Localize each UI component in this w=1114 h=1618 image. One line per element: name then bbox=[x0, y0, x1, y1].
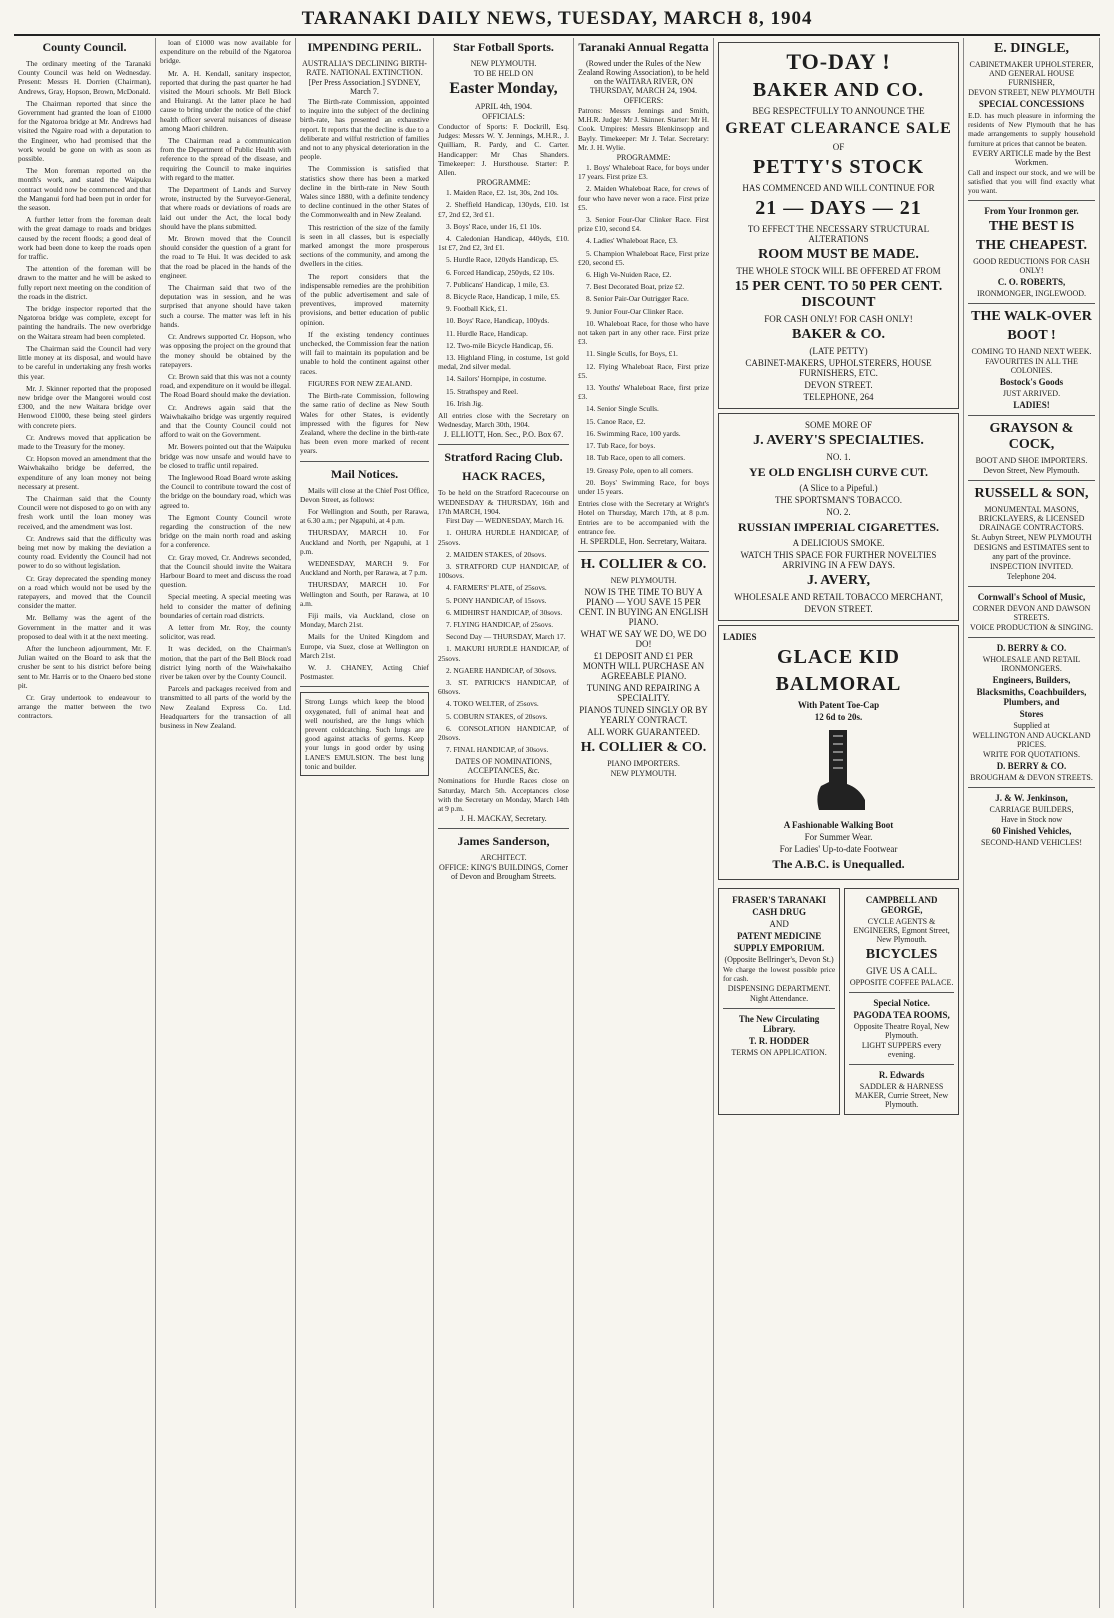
programme-item: 1. Boys' Whaleboat Race, for boys under 17 years. First prize £3. bbox=[578, 163, 709, 182]
divider bbox=[968, 637, 1095, 638]
collier-subtitle: PIANO IMPORTERS. bbox=[607, 758, 680, 768]
ironmonger-line: GOOD REDUCTIONS FOR CASH ONLY! bbox=[973, 257, 1090, 276]
paragraph: Cr. Gray moved, Cr. Andrews seconded, that the Council should invite the Waitara Harbour Board to meet and discuss the road question. bbox=[160, 552, 291, 590]
ad-line: PAGODA TEA ROOMS, bbox=[853, 1010, 950, 1020]
ad-line: PATENT MEDICINE bbox=[736, 931, 822, 941]
paragraph: Special meeting. A special meeting was held to consider the matter of defining boundaries of certain road districts. bbox=[160, 592, 291, 620]
regatta-title: Taranaki Annual Regatta bbox=[578, 40, 709, 54]
ad-heading: J. AVERY'S SPECIALTIES. bbox=[753, 433, 924, 448]
article-subtitle: AUSTRALIA'S DECLINING BIRTH-RATE. NATIONAL EXTINCTION. bbox=[302, 59, 427, 77]
paragraph: The Chairman reported that since the Government had granted the loan of £1000 for the Ngatoroa bridge at Mr. Andrews had visited the Ngaire road with a deputation to the Engineer, who had promised that the work would be gone on with as soon as possible. bbox=[18, 98, 151, 164]
programme-item: 5. Hurdle Race, 120yds Handicap, £5. bbox=[446, 255, 559, 265]
ad-line: LIGHT SUPPERS every evening. bbox=[861, 1041, 942, 1059]
paragraph: Cr. Andrews supported Cr. Hopson, who was opposing the project on the ground that the money should be obtained by the ratepayers. bbox=[160, 332, 291, 369]
ad-line: CYCLE AGENTS & ENGINEERS, Egmont Street, New Plymouth. bbox=[853, 917, 950, 944]
paragraph: Mr. J. Skinner reported that the proposed new bridge over the Mangorei would cost £300, and the new Waitara bridge over Henwood £1000, these being steel girders with concrete piers. bbox=[18, 383, 151, 430]
architect-address: OFFICE: KING'S BUILDINGS, Corner of Devon and Brougham Streets. bbox=[439, 863, 568, 882]
piano-line: TUNING AND REPAIRING A SPECIALITY. bbox=[586, 682, 701, 703]
programme-title: PROGRAMME: bbox=[616, 153, 671, 163]
dingle-trade: CABINETMAKER UPHOLSTERER, AND GENERAL HOUSE FURNISHER, bbox=[969, 60, 1094, 87]
berry-line: Blacksmiths, Coachbuilders, Plumbers, and bbox=[976, 687, 1087, 708]
programme-item: 10. Boys' Race, Handicap, 100yds. bbox=[446, 316, 550, 326]
programme-item: 12. Two-mile Bicycle Handicap, £6. bbox=[446, 340, 554, 350]
paragraph: The Commission is satisfied that statistics show there has been a marked decline in the birth-rate in New South Wales since 1880, with a definite tendency to decline continued in the other States of the Commonwealth and in New Zealand. bbox=[300, 164, 429, 220]
ad-days: 21 — DAYS — 21 bbox=[755, 197, 922, 219]
programme-item: 4. Caledonian Handicap, 440yds, £10. 1st £7, 2nd £2, 3rd £1. bbox=[438, 234, 569, 253]
berry-line: WRITE FOR QUOTATIONS. bbox=[983, 750, 1080, 760]
divider bbox=[849, 1064, 954, 1065]
divider bbox=[849, 992, 954, 993]
programme-item: 5. Champion Whaleboat Race, First prize £20, second £5. bbox=[578, 248, 709, 267]
paragraph: If the existing tendency continues unchecked, the Commission fear the nation will fail to maintain its population and be unable to hold the continent against other races. bbox=[300, 329, 429, 376]
piano-line: WHAT WE SAY WE DO, WE DO DO! bbox=[580, 628, 707, 649]
regatta-secretary: H. SPERDLE, Hon. Secretary, Waitara. bbox=[580, 536, 707, 546]
paragraph: The Birth-rate Commission, appointed to inquire into the subject of the declining birth-rate, has presented an exhaustive report. It reports that the decline is due to a deliberate and wilful restriction of families and not to any physical deterioration in the people. bbox=[300, 97, 429, 162]
paragraph: The Chairman said that the County Council were not disposed to go on with any fresh work until the loan money was received, and the amendment was lost. bbox=[18, 493, 151, 531]
column-ads-centre bbox=[714, 38, 964, 1608]
race-item: 7. FLYING HANDICAP, of 25sovs. bbox=[446, 619, 554, 629]
ad-line: A DELICIOUS SMOKE. bbox=[792, 538, 885, 548]
berry-line: Engineers, Builders, bbox=[992, 675, 1071, 686]
paragraph: The Egmont County Council wrote regarding the construction of the new bridge on the main north road and asking for a conference. bbox=[160, 512, 291, 550]
paragraph: The report considers that the indispensable remedies are the prohibition of the public advertisement and sale of preventives, improved maternity provisions, and better education of public opinion. bbox=[300, 271, 429, 327]
race-item: 4. TOKO WELTER, of 25sovs. bbox=[446, 699, 539, 709]
piano-line: PIANOS TUNED SINGLY OR BY YEARLY CONTRACT. bbox=[579, 704, 708, 725]
sports-title: Star Fotball Sports. bbox=[453, 40, 554, 54]
paragraph: Cr. Brown said that this was not a county road, and expenditure on it would be illegal. The Road Board should make the deviation. bbox=[160, 371, 291, 400]
programme-item: 4. Ladies' Whaleboat Race, £3. bbox=[586, 236, 678, 246]
walkover-line: FAVOURITES IN ALL THE COLONIES. bbox=[985, 357, 1078, 376]
ad-discount: 15 PER CENT. TO 50 PER CENT. DISCOUNT bbox=[734, 279, 943, 310]
divider bbox=[438, 828, 569, 829]
column-impending-peril bbox=[296, 38, 434, 1608]
secretary: J. ELLIOTT, Hon. Sec., P.O. Box 67. bbox=[443, 430, 564, 440]
ad-line: CABINET-MAKERS, UPHOLSTERERS, HOUSE FURNISHERS, ETC. bbox=[745, 358, 932, 378]
ad-sale: GREAT CLEARANCE SALE bbox=[725, 120, 952, 137]
article-body bbox=[300, 97, 429, 456]
ad-company: J. AVERY, bbox=[807, 573, 870, 588]
ad-line: Special Notice. bbox=[873, 998, 930, 1008]
ad-line: BEG RESPECTFULLY TO ANNOUNCE THE bbox=[752, 106, 925, 116]
officers-title: OFFICERS: bbox=[623, 96, 664, 105]
ironmonger-line: From Your Ironmon ger. bbox=[984, 206, 1079, 217]
ad-line: CASH DRUG bbox=[752, 907, 806, 917]
divider bbox=[968, 200, 1095, 201]
paragraph: Cr. Gray undertook to endeavour to arrange the matter between the two contractors. bbox=[18, 693, 151, 721]
divider bbox=[968, 586, 1095, 587]
baker-advert bbox=[718, 42, 959, 409]
sports-location: NEW PLYMOUTH. bbox=[470, 59, 537, 68]
walkover-heading: BOOT ! bbox=[1007, 328, 1056, 344]
ad-line: BICYCLES bbox=[865, 947, 938, 962]
ad-line: With Patent Toe-Cap bbox=[797, 700, 880, 710]
paragraph: This restriction of the size of the family is seen in all classes, but is especially marked amongst the more prosperous sections of the community, and among the dwellers in the cities. bbox=[300, 222, 429, 269]
paragraph: Mr. Bowers pointed out that the Waipuku bridge was now unsafe and would have to be closed to traffic until repaired. bbox=[160, 442, 291, 470]
nominations-body: Nominations for Hurdle Races close on Saturday, March 5th. Acceptances close with the Secretary on Monday, March 14th at 9 p.m. bbox=[438, 776, 569, 813]
collier-town: NEW PLYMOUTH. bbox=[610, 575, 677, 585]
article-body bbox=[160, 38, 291, 730]
ad-line: GIVE US A CALL. bbox=[866, 966, 938, 976]
race-item: 4. FARMERS' PLATE, of 25sovs. bbox=[446, 583, 547, 593]
article-body bbox=[18, 59, 151, 721]
mail-notice: THURSDAY, MARCH 10. For Auckland and North, per Ngapuhi, at 1 p.m. bbox=[300, 528, 429, 556]
campbell-advert bbox=[844, 888, 959, 1115]
programme-item: 16. Swimming Race, 100 yards. bbox=[586, 428, 681, 438]
russell-line: Telephone 204. bbox=[1006, 572, 1057, 582]
jenkinson-line: CARRIAGE BUILDERS, bbox=[989, 805, 1074, 815]
divider bbox=[438, 444, 569, 445]
ad-product: YE OLD ENGLISH CURVE CUT. bbox=[748, 465, 929, 479]
piano-line: £1 DEPOSIT AND £1 PER MONTH WILL PURCHASE AN AGREEABLE PIANO. bbox=[582, 650, 705, 681]
russell-line: DESIGNS and ESTIMATES sent to any part of the province. bbox=[973, 543, 1090, 562]
collier-town: NEW PLYMOUTH. bbox=[610, 768, 677, 778]
paragraph: The Inglewood Road Board wrote asking the Council to contribute toward the cost of the bridge on the boundary road, which was agreed to. bbox=[160, 472, 291, 510]
sports-held-on: TO BE HELD ON bbox=[473, 69, 534, 78]
ad-room: ROOM MUST BE MADE. bbox=[758, 247, 919, 262]
ad-line: HAS COMMENCED AND WILL CONTINUE FOR bbox=[742, 183, 935, 193]
programme-item: 1. Maiden Race, £2. 1st, 30s, 2nd 10s. bbox=[446, 188, 559, 198]
entries-note: All entries close with the Secretary on Wednesday, March 30th, 1904. bbox=[438, 411, 569, 430]
officials-body: Conductor of Sports: F. Dockrill, Esq. Judges: Messrs W. Y. Jennings, M.H.R., J. Quilliam, R. Pardy, and C. Carter. Handicapper: Mr Chas Shanders. Timekeeper: J. Hursthouse. Starter: P. Allen. bbox=[438, 122, 569, 178]
paragraph: Cr. Andrews again said that the Waiwhakaiho bridge was urgently required and that the County Council could not afford to wait on the Government. bbox=[160, 402, 291, 440]
ad-line: FRASER'S TARANAKI bbox=[732, 895, 827, 905]
piano-line: ALL WORK GUARANTEED. bbox=[587, 726, 700, 737]
programme-item: 9. Football Kick, £1. bbox=[446, 304, 508, 314]
ad-line: (LATE PETTY) bbox=[809, 346, 868, 356]
ad-line: Opposite Theatre Royal, New Plymouth. bbox=[853, 1022, 950, 1040]
russell-line: INSPECTION INVITED. bbox=[989, 562, 1074, 572]
paragraph: The Birth-rate Commission, following the same ratio of decline as New South Wales for other States, is evidently impressed with the figures for New Zealand, where the decline in the birth-rate has been even more marked of recent years. bbox=[300, 391, 429, 456]
glace-kid-advert bbox=[718, 625, 959, 880]
jenkinson-line: 60 Finished Vehicles, bbox=[991, 826, 1072, 837]
grayson-name: GRAYSON & COCK, bbox=[989, 421, 1074, 453]
divider bbox=[300, 686, 429, 687]
paragraph: The Department of Lands and Survey wrote, instructed by the Surveyor-General, that where roads or deviations of roads are laid out under the Act, the local body should have the plans submitted. bbox=[160, 185, 291, 231]
paragraph: Cr. Hopson moved an amendment that the Waiwhakaiho bridge be deferred, the expenditure of any loan money not being necessary at present. bbox=[18, 454, 151, 491]
divider bbox=[968, 787, 1095, 788]
programme-title: PROGRAMME: bbox=[476, 178, 531, 188]
racing-subtitle: HACK RACES, bbox=[462, 469, 545, 484]
berry-line: Stores bbox=[1019, 709, 1044, 720]
dingle-line: EVERY ARTICLE made by the Best Workmen. bbox=[972, 148, 1091, 167]
programme-item: 12. Flying Whaleboat Race, First prize £5. bbox=[578, 361, 709, 380]
divider bbox=[300, 461, 429, 462]
column-council-continued bbox=[156, 38, 296, 1608]
ad-line: OF bbox=[832, 142, 845, 152]
ad-line: DEVON STREET. bbox=[804, 380, 873, 390]
avery-advert bbox=[718, 413, 959, 621]
paragraph: The Chairman said that two of the deputation was in session, and he was surprised that anyone should have taken such a course. The matter was left in his hands. bbox=[160, 283, 291, 329]
column-ads-right bbox=[964, 38, 1100, 1608]
ad-line: For Summer Wear. bbox=[804, 832, 873, 842]
ad-company: BAKER AND CO. bbox=[752, 79, 925, 101]
paragraph: Cr. Andrews said that the difficulty was being met now by making the deviation a county road. Evidently the Council had not power to do so without legislation. bbox=[18, 533, 151, 571]
ad-line: CAMPBELL AND GEORGE, bbox=[865, 895, 938, 915]
walkover-heading: THE WALK-OVER bbox=[971, 309, 1092, 325]
paragraph: The bridge inspector reported that the Ngatoroa bridge was complete, except for painting the handrails. The new overbridge on the Waitara stream had been completed. bbox=[18, 304, 151, 341]
paragraph: The ordinary meeting of the Taranaki County Council was held on Wednesday. Present: Messrs H. Dorrien (Chairman), Andrews, Gray, Hopson, Brown, McDonald. bbox=[18, 59, 151, 96]
mail-notice: THURSDAY, MARCH 10. For Wellington and South, per Rarawa, at 10 a.m. bbox=[300, 580, 429, 608]
programme-item: 13. Highland Fling, in costume, 1st gold medal, 2nd silver medal. bbox=[438, 353, 569, 372]
cornwall-line: VOICE PRODUCTION & SINGING. bbox=[969, 623, 1094, 633]
ironmonger-heading: THE BEST IS bbox=[988, 219, 1075, 235]
ad-line: DISPENSING DEPARTMENT. bbox=[727, 984, 831, 994]
programme-item: 3. Senior Four-Oar Clinker Race. First prize £10, second £4. bbox=[578, 215, 709, 234]
cornwall-line: CORNER DEVON AND DAWSON STREETS. bbox=[972, 604, 1091, 623]
ad-slogan: The A.B.C. is Unequalled. bbox=[772, 857, 905, 871]
walkover-line: COMING TO HAND NEXT WEEK. bbox=[971, 347, 1092, 357]
ad-line: (A Slice to a Pipeful.) bbox=[799, 483, 878, 493]
ironmonger-heading: THE CHEAPEST. bbox=[976, 238, 1087, 254]
nominations-title: DATES OF NOMINATIONS, ACCEPTANCES, &c. bbox=[455, 757, 552, 776]
lung-advert: Strong Lungs which keep the blood oxygenated, full of animal heat and well nourished, are the lungs which prevent coldcatching. Such lungs are good against attacks of germs. Keep your lungs in good order by using LANE'S EMULSION. The best lung tonic and builder. bbox=[300, 692, 429, 776]
paragraph: The Chairman said the Council had very little money at its disposal, and would have to be careful in undertaking any fresh works this year. bbox=[18, 343, 151, 381]
paragraph: The attention of the foreman will be drawn to the matter and he will be asked to fully report next meeting on the condition of the roads in the district. bbox=[18, 264, 151, 301]
programme-item: 7. Publicans' Handicap, 1 mile, £3. bbox=[446, 279, 549, 289]
fraser-advert bbox=[718, 888, 840, 1115]
sports-date: APRIL 4th, 1904. bbox=[474, 102, 533, 111]
ad-line: T. R. HODDER bbox=[748, 1036, 810, 1047]
ad-line: LADIES bbox=[723, 632, 757, 642]
programme-item: 17. Tub Race, for boys. bbox=[586, 441, 656, 451]
column-sports bbox=[434, 38, 574, 1608]
column-county-council bbox=[14, 38, 156, 1608]
officials-title: OFFICIALS: bbox=[482, 112, 525, 121]
ad-stock: PETTY'S STOCK bbox=[752, 156, 925, 178]
programme-item: 15. Strathspey and Reel. bbox=[446, 386, 519, 396]
race-item: 5. PONY HANDICAP, of 15sovs. bbox=[446, 595, 547, 605]
mail-notice: Mails for the United Kingdom and Europe, via Suez, close at Wellington on March 21st. bbox=[300, 632, 429, 660]
race-item: 7. FINAL HANDICAP, of 30sovs. bbox=[446, 745, 549, 755]
piano-line: NOW IS THE TIME TO BUY A PIANO — YOU SAVE 15 PER CENT. IN BUYING AN ENGLISH PIANO. bbox=[578, 586, 709, 627]
russell-line: St. Aubyn Street, NEW PLYMOUTH bbox=[971, 533, 1092, 543]
mail-notices-body bbox=[300, 486, 429, 682]
ad-line: THE SPORTSMAN'S TOBACCO. bbox=[774, 495, 903, 505]
ad-telephone: TELEPHONE, 264 bbox=[803, 392, 874, 402]
ad-line: 12 6d to 20s. bbox=[814, 712, 863, 722]
architect-name: James Sanderson, bbox=[457, 834, 550, 849]
lower-ads-row bbox=[718, 884, 959, 1119]
dingle-name: E. DINGLE, bbox=[993, 41, 1070, 56]
berry-line: WHOLESALE AND RETAIL IRONMONGERS. bbox=[982, 655, 1081, 674]
programme-item: 8. Senior Pair-Oar Outrigger Race. bbox=[586, 294, 689, 304]
dingle-body: E.D. has much pleasure in informing the residents of New Plymouth that he has made arrangements to supply household furniture at prices that cannot be beaten. bbox=[968, 111, 1095, 148]
ad-line: WATCH THIS SPACE FOR FURTHER NOVELTIES ARRIVING IN A FEW DAYS. bbox=[740, 550, 937, 570]
ad-address: (Opposite Bellringer's, Devon St.) bbox=[724, 955, 834, 964]
racing-title: Stratford Racing Club. bbox=[444, 450, 563, 465]
programme-item: 7. Best Decorated Boat, prize £2. bbox=[586, 282, 685, 292]
ad-company: BAKER & CO. bbox=[792, 327, 885, 342]
ad-line: The New Circulating Library. bbox=[738, 1014, 820, 1035]
column-regatta bbox=[574, 38, 714, 1608]
ad-line: OPPOSITE COFFEE PALACE. bbox=[849, 978, 954, 987]
ironmonger-line: IRONMONGER, INGLEWOOD. bbox=[976, 289, 1087, 299]
programme-item: 8. Bicycle Race, Handicap, 1 mile, £5. bbox=[446, 292, 560, 302]
boot-icon bbox=[809, 726, 869, 816]
race-item: 6. MIDHIRST HANDICAP, of 30sovs. bbox=[446, 607, 563, 617]
walkover-line: JUST ARRIVED. bbox=[1002, 389, 1061, 399]
racing-secretary: J. H. MACKAY, Secretary. bbox=[460, 814, 547, 824]
article-title: IMPENDING PERIL. bbox=[307, 40, 422, 54]
ad-line: NO. 2. bbox=[826, 507, 851, 517]
programme-item: 20. Boys' Swimming Race, for boys under 15 years. bbox=[578, 477, 709, 496]
cornwall-name: Cornwall's School of Music, bbox=[977, 592, 1086, 603]
ad-line: Night Attendance. bbox=[749, 994, 809, 1004]
regatta-conditions: Entries close with the Secretary at Wright's Hotel on Thursday, March 17th, at 8 p.m. Entries are to be accompanied with the entrance fee. bbox=[578, 499, 709, 536]
race-item: Second Day — THURSDAY, March 17. bbox=[446, 632, 566, 642]
jenkinson-line: Have in Stock now bbox=[1000, 815, 1063, 825]
ad-line: SADDLER & HARNESS MAKER, Currie Street, New Plymouth. bbox=[855, 1082, 949, 1109]
programme-item: 15. Canoe Race, £2. bbox=[586, 416, 646, 426]
mail-notice: WEDNESDAY, MARCH 9. For Auckland and North, per Rarawa, at 7 p.m. bbox=[300, 558, 429, 578]
berry-line: BROUGHAM & DEVON STREETS. bbox=[970, 773, 1093, 783]
walkover-line: LADIES! bbox=[1013, 400, 1050, 411]
officers-body: Patrons: Messrs Jennings and Smith, M.H.R. Judge: Mr J. Skinner. Starter: Mr H. Cook. Umpires: Messrs Blenkinsopp and Bayly. Timekeeper: Mr J. Telar. Secretary: Mr. J. H. Wylie. bbox=[578, 106, 709, 152]
racing-programme bbox=[438, 516, 569, 754]
programme-item: 6. High Ve-Nuiden Race, £2. bbox=[586, 270, 672, 280]
divider bbox=[968, 480, 1095, 481]
ad-line: DEVON STREET. bbox=[804, 604, 873, 614]
ad-line: WHOLESALE AND RETAIL TOBACCO MERCHANT, bbox=[734, 592, 943, 602]
programme-item: 2. Maiden Whaleboat Race, for crews of four who have never won a race. First prize £5. bbox=[578, 184, 709, 212]
ad-line: R. Edwards bbox=[878, 1070, 925, 1080]
russell-line: MONUMENTAL MASONS, BRICKLAYERS, & LICENSED DRAINAGE CONTRACTORS. bbox=[978, 505, 1085, 533]
paragraph: After the luncheon adjournment, Mr. F. Julian waited on the Board to ask that the crusher be sent to his district before being sent to Mr. Harris or to the Onaero bed stone pit. bbox=[18, 643, 151, 690]
paragraph: Cr. Andrews moved that application be made to the Treasury for the money. bbox=[18, 432, 151, 451]
race-item: 3. STRATFORD CUP HANDICAP, of 100sovs. bbox=[438, 561, 569, 581]
mail-notice: Fiji mails, via Auckland, close on Monday, March 21st. bbox=[300, 610, 429, 630]
paragraph: loan of £1000 was now available for expenditure on the rebuild of the Ngatoroa bridge. bbox=[160, 38, 291, 66]
ad-product: RUSSIAN IMPERIAL CIGARETTES. bbox=[737, 520, 940, 534]
race-item: 2. MAIDEN STAKES, of 20sovs. bbox=[446, 549, 547, 559]
regatta-programme bbox=[578, 163, 709, 496]
mail-notices-title: Mail Notices. bbox=[330, 466, 399, 481]
programme-item: 10. Whaleboat Race, for those who have not taken part in any other race. First prize £3. bbox=[578, 318, 709, 347]
race-item: 2. NGAERE HANDICAP, of 30sovs. bbox=[446, 665, 557, 675]
mail-notice: Mails will close at the Chief Post Office, Devon Street, as follows: bbox=[300, 485, 429, 504]
paragraph: It was decided, on the Chairman's motion, that the part of the Bell Block road district lying north of the Waiwhakaiho river be taken over by the County Council. bbox=[160, 644, 291, 681]
paragraph: Mr. Bellamy was the agent of the Government in the matter and it was proposed to deal with it at the next meeting. bbox=[18, 613, 151, 641]
berry-line: Supplied at bbox=[1013, 721, 1050, 731]
mail-notice: W. J. CHANEY, Acting Chief Postmaster. bbox=[300, 662, 429, 682]
divider bbox=[968, 303, 1095, 304]
berry-name: D. BERRY & CO. bbox=[996, 643, 1067, 654]
jenkinson-name: J. & W. Jenkinson, bbox=[995, 793, 1068, 804]
ad-line: NO. 1. bbox=[826, 452, 851, 462]
programme-item: 2. Sheffield Handicap, 130yds, £10. 1st £7, 2nd £2, 3rd £1. bbox=[438, 200, 569, 219]
paragraph: A further letter from the foreman dealt with the great damage to roads and bridges caused by the recent floods; a good deal of work had been done to keep the roads open for traffic. bbox=[18, 215, 151, 262]
grayson-line: Devon Street, New Plymouth. bbox=[983, 466, 1080, 476]
paragraph: A letter from Mr. Roy, the county solicitor, was read. bbox=[160, 622, 291, 642]
racing-dates: To be held on the Stratford Racecourse on WEDNESDAY & THURSDAY, 16th and 17th MARCH, 1904. bbox=[438, 488, 569, 516]
ad-headline: TO-DAY ! bbox=[786, 49, 891, 74]
programme-item: 16. Irish Jig. bbox=[446, 398, 483, 408]
race-item: First Day — WEDNESDAY, March 16. bbox=[446, 516, 564, 526]
berry-line: WELLINGTON AND AUCKLAND PRICES. bbox=[972, 731, 1091, 750]
ad-line: SUPPLY EMPORIUM. bbox=[733, 943, 825, 953]
race-item: 3. ST. PATRICK'S HANDICAP, of 60sovs. bbox=[438, 677, 569, 697]
ad-line: THE WHOLE STOCK WILL BE OFFERED AT FROM bbox=[736, 266, 941, 276]
programme-item: 18. Tub Race, open to all comers. bbox=[586, 453, 686, 463]
berry-name: D. BERRY & CO. bbox=[996, 761, 1067, 772]
ad-body: We charge the lowest possible price for cash. bbox=[723, 965, 836, 984]
ad-product: BALMORAL bbox=[775, 673, 902, 695]
regatta-subtitle: (Rowed under the Rules of the New Zealand Rowing Association), to be held on the WAITARA RIVER, ON THURSDAY, MARCH 24, 1904. bbox=[578, 59, 709, 95]
architect-title: ARCHITECT. bbox=[480, 853, 527, 863]
ironmonger-name: C. O. ROBERTS, bbox=[997, 277, 1066, 288]
paragraph: FIGURES FOR NEW ZEALAND. bbox=[308, 378, 413, 388]
race-item: 1. MAKURI HURDLE HANDICAP, of 25sovs. bbox=[438, 644, 569, 663]
masthead: TARANAKI DAILY NEWS, TUESDAY, MARCH 8, 1904 bbox=[14, 8, 1100, 36]
programme-item: 19. Greasy Pole, open to all comers. bbox=[586, 465, 693, 475]
collier-name: H. COLLIER & CO. bbox=[580, 556, 707, 572]
programme-item: 14. Senior Single Sculls. bbox=[586, 404, 659, 414]
article-byline: [Per Press Association.] SYDNEY, March 7. bbox=[308, 78, 421, 96]
walkover-line: Bostock's Goods bbox=[999, 377, 1064, 388]
paragraph: The Chairman read a communication from the Department of Public Health with reference to the spread of the disease, and requiring the Council to make inquiries with regard to the matter. bbox=[160, 136, 291, 182]
paragraph: Cr. Gray deprecated the spending money on a road which would not be used by the ratepayers, and moved that the Council consider the matter. bbox=[18, 573, 151, 611]
russell-name: RUSSELL & SON, bbox=[974, 486, 1089, 502]
ad-line: TO EFFECT THE NECESSARY STRUCTURAL ALTERATIONS bbox=[747, 224, 930, 244]
race-item: 5. COBURN STAKES, of 20sovs. bbox=[446, 711, 548, 721]
programme-item: 6. Forced Handicap, 250yds, £2 10s. bbox=[446, 267, 555, 277]
divider bbox=[968, 415, 1095, 416]
race-item: 1. OHURA HURDLE HANDICAP, of 25sovs. bbox=[438, 528, 569, 547]
paragraph: Mr. A. H. Kendall, sanitary inspector, reported that during the past quarter he had visited the Mouri schools. Mr Bell Block and Huirangi. At the latter place he had cause to bring under the notice of the chief health officer several nuisances of disease among Maori children. bbox=[160, 68, 291, 133]
dingle-address: DEVON STREET, NEW PLYMOUTH bbox=[968, 88, 1095, 97]
ad-line: TERMS ON APPLICATION. bbox=[731, 1048, 827, 1058]
ad-line: AND bbox=[769, 919, 789, 929]
dingle-heading: SPECIAL CONCESSIONS bbox=[978, 99, 1085, 109]
mail-notice: For Wellington and South, per Rarawa, at 6.30 a.m.; per Ngapuhi, at 4 p.m. bbox=[300, 506, 429, 526]
ad-line: SOME MORE OF bbox=[804, 420, 872, 430]
paragraph: Mr. Brown moved that the Council should consider the question of a grant for the road to Te Hui. It was decided to ask that the road be placed in the hands of the engineer. bbox=[160, 234, 291, 280]
divider bbox=[723, 1008, 835, 1009]
programme-item: 11. Single Sculls, for Boys, £1. bbox=[586, 349, 678, 359]
paragraph: Parcels and packages received from and transmitted to all parts of the world by the New Zealand Express Co. Ltd. Headquarters for the transaction of all business in New Zealand. bbox=[160, 684, 291, 731]
grayson-line: BOOT AND SHOE IMPORTERS. bbox=[975, 456, 1088, 466]
ad-line: For Ladies' Up-to-date Footwear bbox=[779, 844, 898, 854]
programme-item: 14. Sailors' Hornpipe, in costume. bbox=[446, 374, 547, 384]
ad-line: A Fashionable Walking Boot bbox=[783, 820, 894, 830]
race-item: 6. CONSOLATION HANDICAP, of 20sovs. bbox=[438, 723, 569, 742]
programme-item: 11. Hurdle Race, Handicap. bbox=[446, 328, 528, 338]
ad-line: FOR CASH ONLY! FOR CASH ONLY! bbox=[764, 314, 913, 324]
programme-item: 9. Junior Four-Oar Clinker Race. bbox=[586, 306, 684, 316]
sports-event: Easter Monday, bbox=[449, 80, 558, 97]
programme-list bbox=[438, 188, 569, 408]
article-title: County Council. bbox=[42, 40, 127, 54]
dingle-body: Call and inspect our stock, and we will be satisfied that you will find exactly what you want. bbox=[968, 167, 1095, 196]
collier-name: H. COLLIER & CO. bbox=[580, 739, 707, 755]
jenkinson-line: SECOND-HAND VEHICLES! bbox=[981, 838, 1082, 848]
paragraph: The Mon foreman reported on the month's work, and stated the Waipuku contract would now be commenced and that the Manganui ford had been put in order for the season. bbox=[18, 166, 151, 213]
divider bbox=[578, 551, 709, 552]
programme-item: 13. Youths' Whaleboat Race, first prize £3. bbox=[578, 383, 709, 402]
ad-product: GLACE KID bbox=[777, 646, 900, 668]
programme-item: 3. Boys' Race, under 16, £1 10s. bbox=[446, 221, 542, 231]
